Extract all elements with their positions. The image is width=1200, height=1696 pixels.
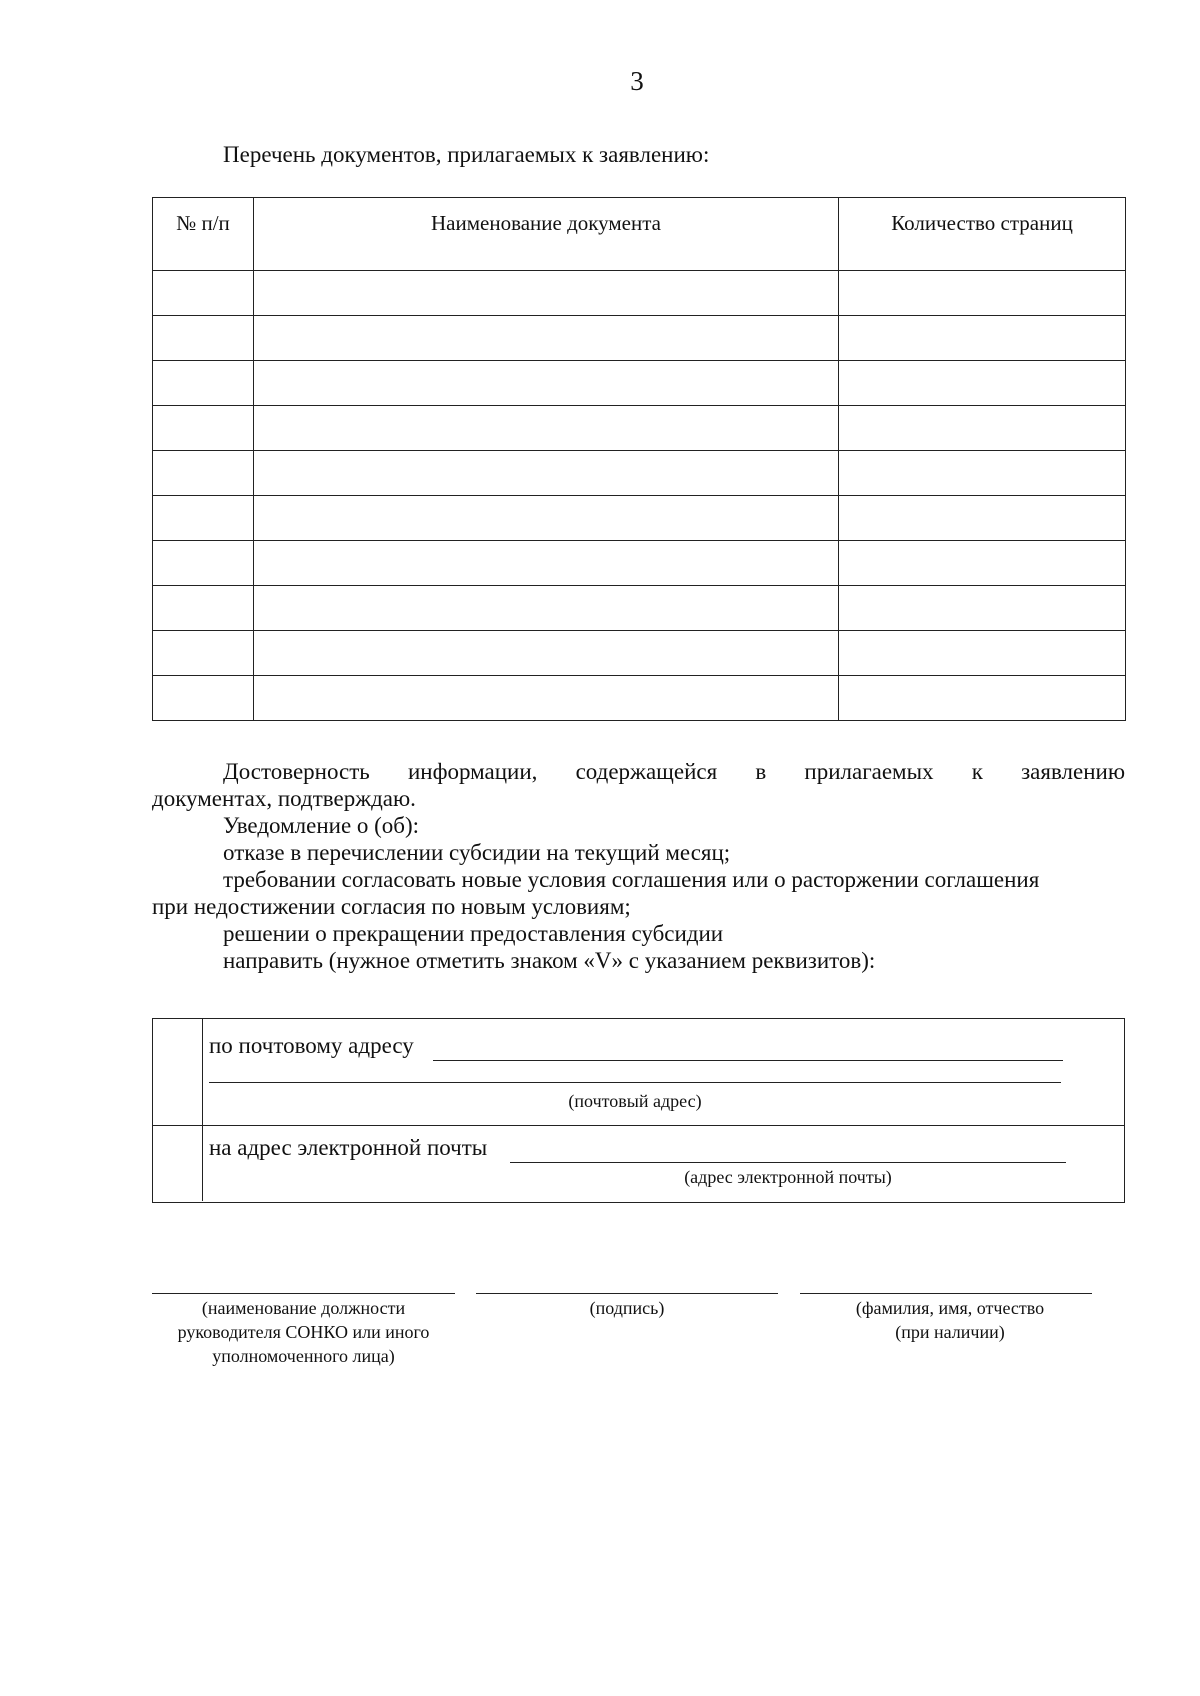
table-header-row xyxy=(153,198,1126,271)
cell-page-count[interactable] xyxy=(839,676,1126,721)
notification-method-table xyxy=(152,1018,1125,1203)
cell-page-count[interactable] xyxy=(839,631,1126,676)
cell-number[interactable] xyxy=(153,586,254,631)
cell-document-name[interactable] xyxy=(254,496,839,541)
cell-number[interactable] xyxy=(153,676,254,721)
postal-label: по почтовому адресу xyxy=(209,1033,414,1058)
signature-caption: (подпись) xyxy=(589,1298,665,1318)
notification-intro: Уведомление о (об): xyxy=(223,813,420,838)
full-name-signature-line[interactable] xyxy=(800,1293,1092,1294)
cell-document-name[interactable] xyxy=(254,361,839,406)
cell-number[interactable] xyxy=(153,451,254,496)
confirmation-text xyxy=(152,758,1125,974)
cell-page-count[interactable] xyxy=(839,586,1126,631)
documents-list-title: Перечень документов, прилагаемых к заявлению: xyxy=(223,142,710,167)
notification-instruction: направить (нужное отметить знаком «V» с указанием реквизитов): xyxy=(223,948,876,973)
cell-number[interactable] xyxy=(153,541,254,586)
cell-number[interactable] xyxy=(153,406,254,451)
cell-number[interactable] xyxy=(153,631,254,676)
full-name-caption-line-2: (при наличии) xyxy=(895,1322,1005,1342)
table-row xyxy=(153,451,1126,496)
table-row xyxy=(153,586,1126,631)
cell-number[interactable] xyxy=(153,361,254,406)
cell-document-name[interactable] xyxy=(254,541,839,586)
table-row xyxy=(153,361,1126,406)
email-label: на адрес электронной почты xyxy=(209,1135,488,1160)
notification-item-refusal: отказе в перечислении субсидии на текущий месяц; xyxy=(223,840,731,865)
postal-address-field-line-2[interactable] xyxy=(209,1082,1061,1083)
table-row xyxy=(153,631,1126,676)
cell-document-name[interactable] xyxy=(254,316,839,361)
cell-number[interactable] xyxy=(153,496,254,541)
email-address-hint: (адрес электронной почты) xyxy=(684,1167,892,1187)
email-address-field[interactable] xyxy=(510,1143,1066,1163)
cell-document-name[interactable] xyxy=(254,586,839,631)
confirmation-line-2: документах, подтверждаю. xyxy=(152,786,416,811)
table-row xyxy=(153,271,1126,316)
cell-document-name[interactable] xyxy=(254,451,839,496)
table-row xyxy=(153,676,1126,721)
postal-address-field[interactable] xyxy=(433,1042,1063,1061)
position-caption-line-1: (наименование должности xyxy=(201,1298,406,1318)
cell-document-name[interactable] xyxy=(254,406,839,451)
table-row xyxy=(153,406,1126,451)
cell-document-name[interactable] xyxy=(254,676,839,721)
full-name-caption xyxy=(800,1296,1100,1344)
email-checkbox[interactable] xyxy=(153,1125,203,1201)
position-caption-line-3: уполномоченного лица) xyxy=(212,1346,395,1366)
table-row xyxy=(153,496,1126,541)
cell-document-name[interactable] xyxy=(254,631,839,676)
cell-page-count[interactable] xyxy=(839,451,1126,496)
cell-page-count[interactable] xyxy=(839,316,1126,361)
position-caption xyxy=(152,1296,455,1368)
postal-address-hint: (почтовый адрес) xyxy=(568,1091,702,1111)
header-document-name: Наименование документа xyxy=(254,198,839,271)
cell-page-count[interactable] xyxy=(839,496,1126,541)
cell-page-count[interactable] xyxy=(839,541,1126,586)
position-signature-line[interactable] xyxy=(152,1293,455,1294)
cell-document-name[interactable] xyxy=(254,271,839,316)
notification-item-new-terms-cont: при недостижении согласия по новым условиям; xyxy=(152,894,631,919)
cell-page-count[interactable] xyxy=(839,271,1126,316)
notification-item-termination: решении о прекращении предоставления субсидии xyxy=(223,921,724,946)
position-caption-line-2: руководителя СОНКО или иного xyxy=(177,1322,430,1342)
confirmation-line-1: Достоверность информации, содержащейся в прилагаемых к заявлению xyxy=(223,759,1125,784)
header-page-count: Количество страниц xyxy=(839,198,1126,271)
documents-table xyxy=(152,197,1126,721)
table-row xyxy=(153,316,1126,361)
cell-number[interactable] xyxy=(153,271,254,316)
notification-item-new-terms: требовании согласовать новые условия соглашения или о расторжении соглашения xyxy=(223,867,1040,892)
table-row xyxy=(153,541,1126,586)
cell-number[interactable] xyxy=(153,316,254,361)
page-number: 3 xyxy=(630,66,644,96)
header-number: № п/п xyxy=(153,198,254,271)
postal-method-row xyxy=(153,1019,1124,1126)
cell-page-count[interactable] xyxy=(839,361,1126,406)
cell-page-count[interactable] xyxy=(839,406,1126,451)
signature-line[interactable] xyxy=(476,1293,778,1294)
postal-checkbox[interactable] xyxy=(153,1019,203,1125)
full-name-caption-line-1: (фамилия, имя, отчество xyxy=(855,1298,1045,1318)
email-method-row xyxy=(153,1125,1124,1201)
